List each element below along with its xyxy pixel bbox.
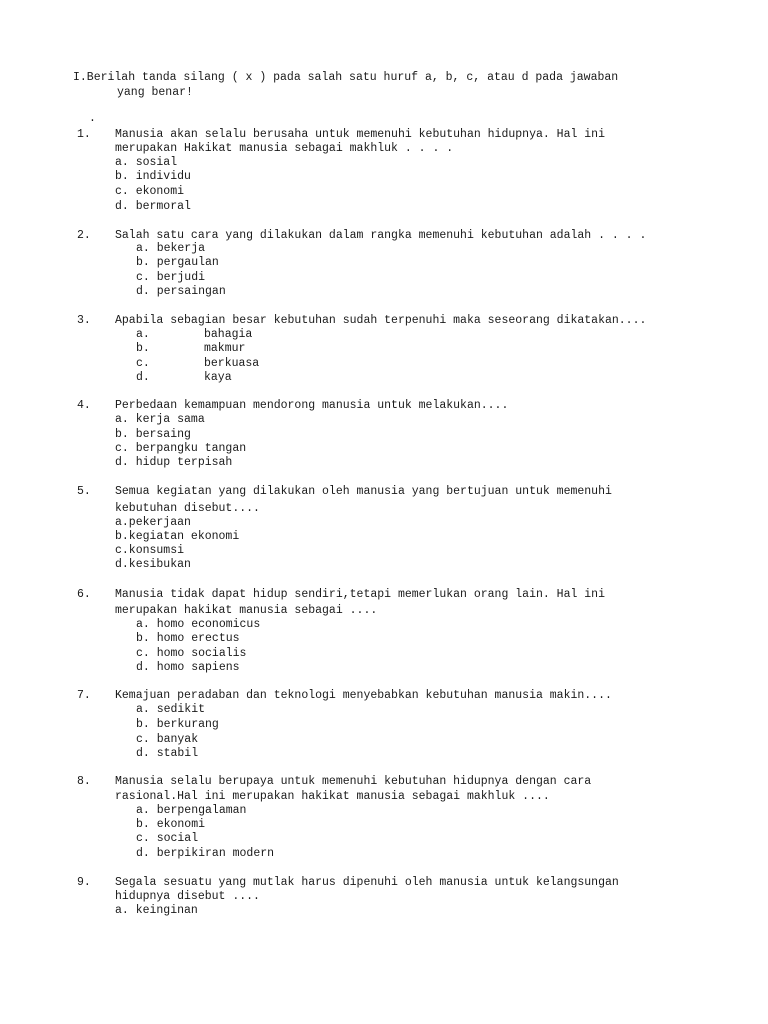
option: c. homo socialis [136,647,247,660]
question-number: 5. [77,485,91,498]
option: c. ekonomi [115,185,185,198]
question-number: 6. [77,588,91,601]
question-text: Manusia tidak dapat hidup sendiri,tetapi memerlukan orang lain. Hal ini [115,588,605,601]
option: c.konsumsi [115,544,185,557]
option: b. berkurang [136,718,219,731]
question-text: merupakan Hakikat manusia sebagai makhluk . . . . [115,142,454,155]
option: c. banyak [136,733,199,746]
option: b. individu [115,170,191,183]
option: b.kegiatan ekonomi [115,530,240,543]
question-text: Manusia akan selalu berusaha untuk memenuhi kebutuhan hidupnya. Hal ini [115,128,605,141]
question-number: 7. [77,689,91,702]
question-text: Salah satu cara yang dilakukan dalam rangka memenuhi kebutuhan adalah . . . . [115,229,647,242]
option: c. social [136,832,199,845]
option-text: kaya [204,371,232,384]
question-text: Semua kegiatan yang dilakukan oleh manusia yang bertujuan untuk memenuhi [115,485,612,498]
question-text: Kemajuan peradaban dan teknologi menyebabkan kebutuhan manusia makin.... [115,689,612,702]
option: b. ekonomi [136,818,206,831]
option: a. sedikit [136,703,206,716]
question-number: 4. [77,399,91,412]
question-number: 9. [77,876,91,889]
question-number: 1. [77,128,91,141]
option-letter: d. [136,371,150,384]
instruction-line-2: yang benar! [117,86,193,99]
instruction-line-1: I.Berilah tanda silang ( x ) pada salah satu huruf a, b, c, atau d pada jawaban [73,71,619,84]
question-text: kebutuhan disebut.... [115,502,260,515]
option: d. berpikiran modern [136,847,275,860]
option: a. berpengalaman [136,804,247,817]
option: d. homo sapiens [136,661,240,674]
option: d.kesibukan [115,558,191,571]
option-letter: c. [136,357,150,370]
option: a.pekerjaan [115,516,191,529]
option: a. keinginan [115,904,198,917]
option-letter: b. [136,342,150,355]
option: d. persaingan [136,285,226,298]
option-text: bahagia [204,328,253,341]
question-text: Apabila sebagian besar kebutuhan sudah terpenuhi maka seseorang dikatakan.... [115,314,647,327]
question-text: Segala sesuatu yang mutlak harus dipenuhi oleh manusia untuk kelangsungan [115,876,619,889]
option-letter: a. [136,328,150,341]
question-number: 8. [77,775,91,788]
option: b. bersaing [115,428,191,441]
option: c. berpangku tangan [115,442,247,455]
option: d. bermoral [115,200,191,213]
option: a. kerja sama [115,413,205,426]
option: c. berjudi [136,271,206,284]
question-text: merupakan hakikat manusia sebagai .... [115,604,378,617]
option: b. pergaulan [136,256,219,269]
option: d. hidup terpisah [115,456,233,469]
question-number: 2. [77,229,91,242]
option-text: berkuasa [204,357,260,370]
option: a. homo economicus [136,618,261,631]
question-number: 3. [77,314,91,327]
option: a. bekerja [136,242,206,255]
option: d. stabil [136,747,199,760]
question-text: Perbedaan kemampuan mendorong manusia untuk melakukan.... [115,399,509,412]
option: b. homo erectus [136,632,240,645]
option: a. sosial [115,156,178,169]
question-text: rasional.Hal ini merupakan hakikat manusia sebagai makhluk .... [115,790,550,803]
stray-dot: . [89,112,96,125]
option-text: makmur [204,342,246,355]
question-text: hidupnya disebut .... [115,890,260,903]
question-text: Manusia selalu berupaya untuk memenuhi kebutuhan hidupnya dengan cara [115,775,592,788]
